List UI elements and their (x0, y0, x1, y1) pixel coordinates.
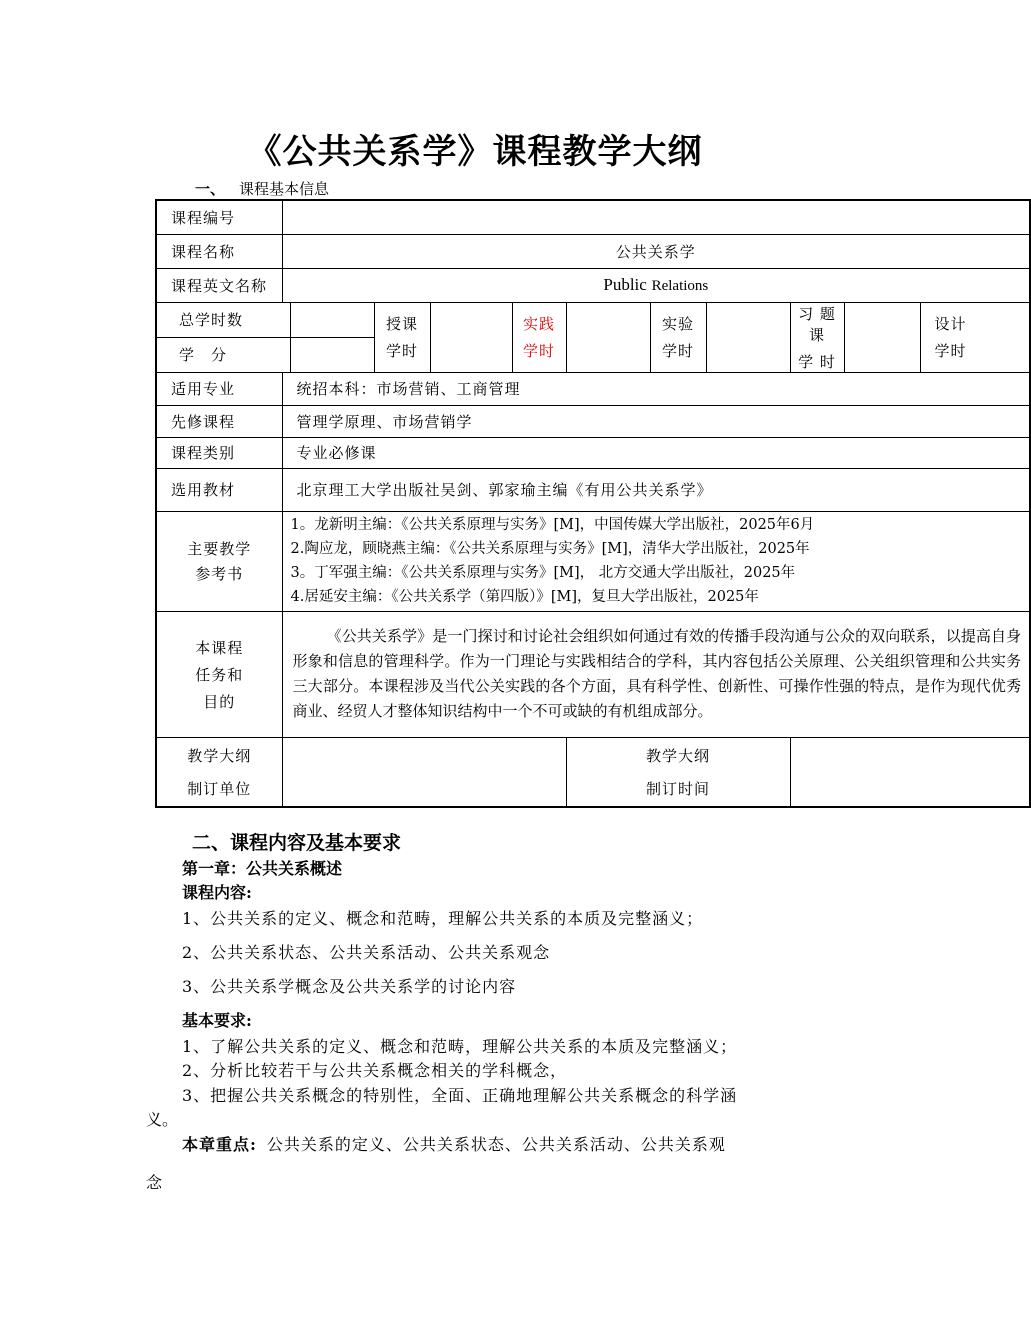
drafting-time-label (566, 737, 790, 807)
category-value: 专业必修课 (282, 437, 1030, 468)
drafting-time-label-line2: 制订时间 (645, 779, 710, 798)
total-hours-value (290, 302, 374, 337)
content-item: 3、公共关系学概念及公共关系学的讨论内容 (182, 977, 517, 996)
drafting-unit-label (156, 737, 282, 807)
purpose-cell (282, 611, 1030, 737)
english-name-part2: Relations (651, 278, 709, 294)
purpose-label-line2: 任务和 (195, 665, 244, 684)
reference-item: 3。丁军强主编：《公共关系原理与实务》[M]， 北方交通大学出版社，2025年 (290, 565, 796, 581)
requirements-heading: 基本要求: (182, 1011, 252, 1030)
credits-label: 学 分 (156, 337, 290, 372)
chapter-title: 第一章：公共关系概述 (182, 859, 343, 878)
exercise-label-line1: 习 题 课 (798, 304, 836, 344)
textbook-label: 选用教材 (156, 468, 282, 511)
purpose-text: 《公共关系学》是一门探讨和讨论社会组织如何通过有效的传播手段沟通与公众的双向联系，以提高自身形象和信息的管理科学。作为一门理论与实践相结合的学科，其内容包括公关原理、公关组织管理和公共实务三大部分。本课程涉及当代公关实践的各个方面，具有科学性、创新性、可操作性强的特点，是作为现代优秀商业、经贸人才整体知识结构中一个不可或缺的有机组成部分。 (292, 627, 1022, 720)
exercise-label-line2: 学 时 (798, 352, 836, 371)
category-label: 课程类别 (156, 437, 282, 468)
focus-text-wrap: 念 (146, 1173, 163, 1192)
practice-hours-value (566, 302, 650, 372)
lab-label-line1: 实验 (661, 315, 694, 333)
section-title: 课程基本信息 (239, 180, 330, 198)
references-list (282, 511, 1030, 611)
course-english-name-label: 课程英文名称 (156, 268, 282, 302)
course-code-value (282, 200, 1030, 234)
textbook-value: 北京理工大学出版社吴剑、郭家瑜主编《有用公共关系学》 (282, 468, 1030, 511)
lab-hours-label (650, 302, 706, 372)
references-label (156, 511, 282, 611)
total-hours-label: 总学时数 (156, 302, 290, 337)
lab-hours-value (706, 302, 790, 372)
focus-text: 公共关系的定义、公共关系状态、公共关系活动、公共关系观 (266, 1135, 726, 1154)
purpose-label (156, 611, 282, 737)
exercise-hours-value (844, 302, 920, 372)
practice-hours-label (512, 302, 566, 372)
major-label: 适用专业 (156, 372, 282, 405)
requirement-item-wrap: 义。 (146, 1110, 179, 1129)
design-label-line1: 设计 (934, 315, 967, 333)
requirement-item: 3、把握公共关系概念的特别性，全面、正确地理解公共关系概念的科学涵 (182, 1086, 738, 1105)
course-name-label: 课程名称 (156, 234, 282, 268)
lecture-label-line2: 学时 (385, 342, 418, 360)
reference-item: 4.居延安主编：《公共关系学（第四版）》[M]，复旦大学出版社，2025年 (290, 589, 759, 605)
content-item: 1、公共关系的定义、概念和范畴，理解公共关系的本质及完整涵义； (182, 909, 704, 928)
drafting-time-value (790, 737, 1030, 807)
exercise-hours-label (790, 302, 844, 372)
section-number: 一、 (195, 180, 226, 198)
english-name-part1: Public (603, 275, 647, 294)
section-heading-basic-info (195, 178, 329, 199)
drafting-unit-label-line2: 制订单位 (187, 779, 252, 798)
course-code-label: 课程编号 (156, 200, 282, 234)
reference-item: 1。龙新明主编：《公共关系原理与实务》[M]，中国传媒大学出版社，2025年6月 (290, 517, 815, 533)
reference-item: 2.陶应龙，顾晓燕主编：《公共关系原理与实务》[M]，清华大学出版社，2025年 (290, 541, 810, 557)
page-title: 《公共关系学》课程教学大纲 (247, 132, 703, 172)
lab-label-line2: 学时 (661, 342, 694, 360)
prerequisite-value: 管理学原理、市场营销学 (282, 405, 1030, 437)
major-value: 统招本科：市场营销、工商管理 (282, 372, 1030, 405)
credits-value (290, 337, 374, 372)
requirement-item: 2、分析比较若干与公共关系概念相关的学科概念， (182, 1061, 568, 1080)
references-label-line1: 主要教学 (187, 540, 252, 558)
prerequisite-label: 先修课程 (156, 405, 282, 437)
lecture-label-line1: 授课 (385, 315, 418, 333)
requirement-item: 1、了解公共关系的定义、概念和范畴，理解公共关系的本质及完整涵义； (182, 1037, 738, 1056)
course-name-value: 公共关系学 (282, 234, 1030, 268)
lecture-hours-label (374, 302, 430, 372)
course-content-heading: 课程内容: (182, 883, 252, 902)
references-label-line2: 参考书 (195, 565, 244, 583)
drafting-unit-value (282, 737, 566, 807)
lecture-hours-value (430, 302, 512, 372)
chapter-focus (182, 1132, 726, 1155)
course-info-table (155, 199, 1031, 808)
section-heading-content: 二、课程内容及基本要求 (192, 832, 402, 854)
content-item: 2、公共关系状态、公共关系活动、公共关系观念 (182, 943, 551, 962)
drafting-unit-label-line1: 教学大纲 (187, 746, 252, 765)
practice-label-line2: 学时 (522, 342, 555, 360)
course-english-name-value (282, 268, 1030, 302)
design-label-line2: 学时 (934, 342, 967, 360)
purpose-label-line3: 目的 (203, 692, 236, 711)
purpose-label-line1: 本课程 (195, 638, 244, 657)
drafting-time-label-line1: 教学大纲 (645, 746, 710, 765)
practice-label-line1: 实践 (522, 315, 555, 333)
design-hours-label (920, 302, 1030, 372)
focus-heading: 本章重点: (182, 1135, 257, 1154)
